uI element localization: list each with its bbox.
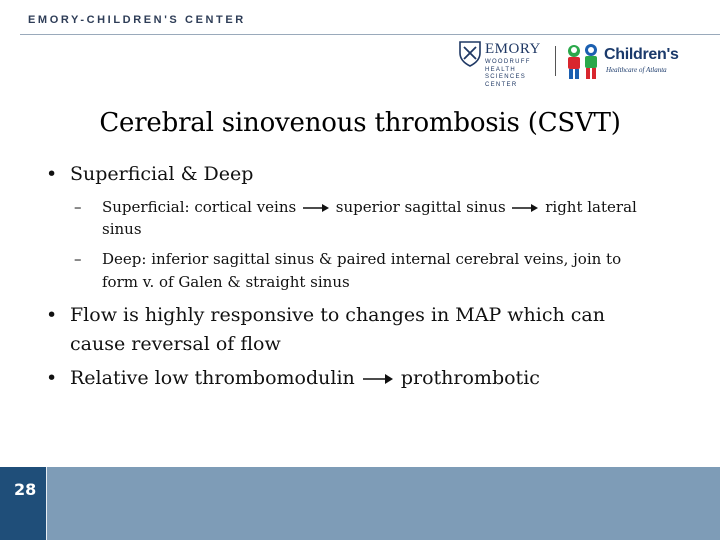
dash-glyph: – bbox=[74, 198, 82, 216]
bullet-text: Superficial & Deep bbox=[70, 163, 254, 185]
page-number: 28 bbox=[14, 480, 37, 499]
arrow-right-icon bbox=[512, 203, 538, 213]
sub-bullet-superficial-cont: sinus bbox=[102, 220, 142, 238]
page-number-box bbox=[0, 467, 47, 540]
bullet-thrombomodulin: • Relative low thrombomodulin prothrombotic bbox=[70, 364, 540, 393]
sub-bullet-deep: – Deep: inferior sagittal sinus & paired internal cerebral veins, join to bbox=[74, 250, 622, 268]
bullet-glyph: • bbox=[46, 163, 58, 185]
logo-divider bbox=[555, 46, 556, 76]
bullet-glyph: • bbox=[46, 304, 58, 326]
bullet-glyph: • bbox=[46, 367, 58, 389]
childrens-subtitle: Healthcare of Atlanta bbox=[606, 66, 667, 74]
bullet-flow: • Flow is highly responsive to changes in MAP which can bbox=[70, 301, 605, 330]
dash-glyph: – bbox=[74, 250, 82, 268]
bullet-flow-cont: cause reversal of flow bbox=[70, 333, 281, 355]
childrens-kids-icon bbox=[562, 42, 604, 82]
childrens-logo bbox=[562, 42, 692, 82]
sub-bullet-deep-cont: form v. of Galen & straight sinus bbox=[102, 273, 350, 291]
arrow-right-icon bbox=[303, 203, 329, 213]
emory-logo bbox=[459, 41, 555, 91]
footer-band bbox=[0, 467, 720, 540]
bullet-superficial-deep bbox=[46, 160, 254, 189]
emory-wordmark: EMORY bbox=[485, 41, 541, 57]
header-brand: EMORY-CHILDREN'S CENTER bbox=[28, 14, 246, 26]
arrow-right-icon bbox=[363, 373, 393, 385]
emory-subtitle: WOODRUFF HEALTH SCIENCES CENTER bbox=[485, 59, 531, 88]
slide-title: Cerebral sinovenous thrombosis (CSVT) bbox=[99, 108, 621, 138]
emory-shield-icon bbox=[459, 41, 481, 67]
header-divider bbox=[20, 34, 720, 35]
sub-bullet-superficial: – Superficial: cortical veins superior sagittal sinus right lateral bbox=[74, 198, 637, 216]
childrens-wordmark: Children's bbox=[604, 46, 679, 63]
